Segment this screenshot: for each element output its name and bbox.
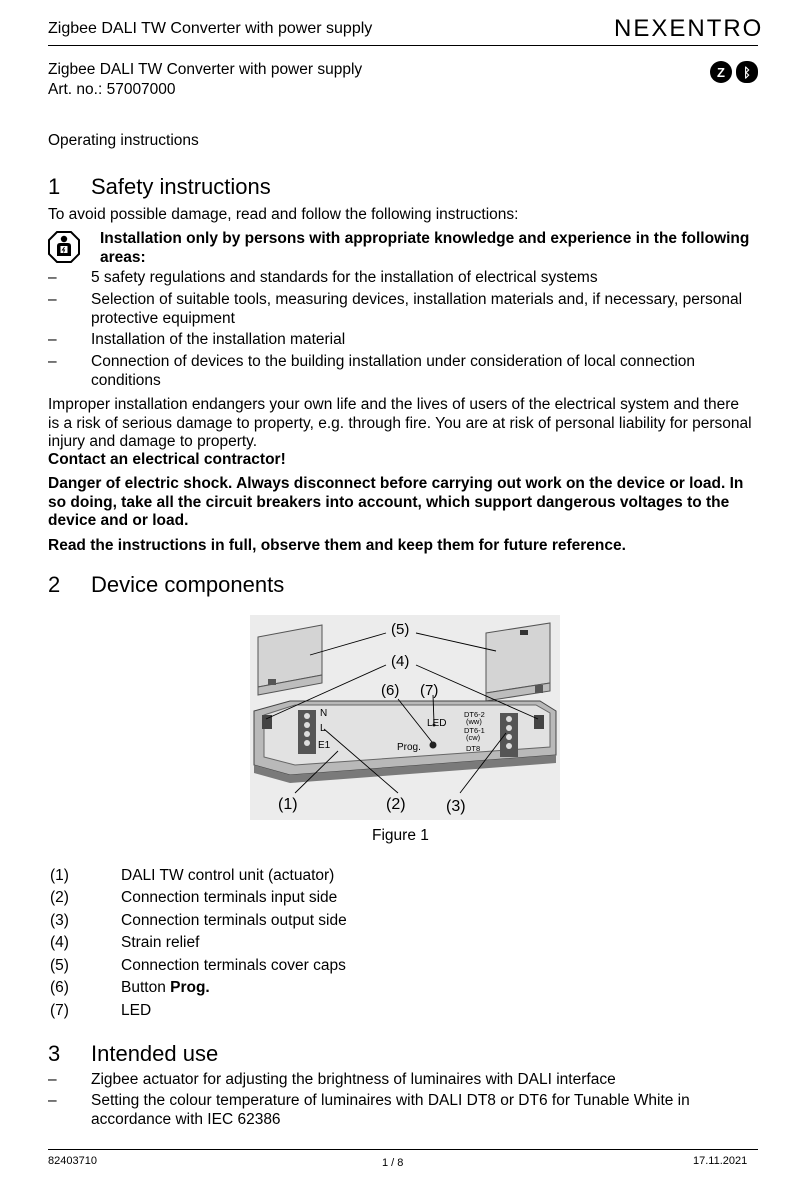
improper-installation-text: Improper installation endangers your own life and the lives of users of the electrical system and there is a risk of serious damage to property, e.g. through fire. You are at risk of personal liability for personal injury and damage to property. [48, 396, 752, 450]
figure-caption: Figure 1 [372, 827, 429, 844]
danger-warning: Danger of electric shock. Always disconnect before carrying out work on the device or load. In so doing, take all the circuit breakers into account, which support dangerous voltages to the device and or load. [48, 475, 744, 529]
doc-number: 82403710 [48, 1155, 97, 1167]
callout-5: (5) [391, 621, 410, 638]
section-heading-2 [48, 572, 748, 598]
callout-4: (4) [391, 653, 410, 670]
label-ww: (ww) [466, 717, 482, 726]
label-e1: E1 [318, 740, 331, 751]
cover-cap-left [258, 625, 322, 695]
section-number: 3 [48, 1041, 61, 1066]
callout-3: (3) [446, 798, 466, 815]
product-title: Zigbee DALI TW Converter with power supply [48, 61, 363, 78]
section-heading-3 [48, 1041, 748, 1067]
doc-type: Operating instructions [48, 132, 199, 149]
footer-divider [48, 1149, 758, 1150]
callout-1: (1) [278, 796, 298, 813]
intro-text: To avoid possible damage, read and follow the following instructions: [48, 206, 519, 223]
section-title: Device components [91, 572, 285, 597]
label-dt62: DT6-2 [464, 710, 485, 719]
label-n: N [320, 708, 328, 719]
callout-7: (7) [420, 682, 439, 699]
label-prog: Prog. [397, 742, 421, 753]
section-number: 1 [48, 174, 61, 199]
device-figure [250, 615, 560, 820]
header-divider [48, 45, 758, 46]
brand-logo: NEXENTRO [614, 15, 764, 42]
electrician-icon [48, 231, 80, 263]
label-l: L [320, 723, 326, 734]
read-instructions: Read the instructions in full, observe them and keep them for future reference. [48, 537, 626, 554]
section-title: Safety instructions [91, 174, 271, 199]
section-title: Intended use [91, 1041, 219, 1066]
label-led: LED [427, 718, 447, 729]
doc-date: 17.11.2021 [693, 1155, 748, 1167]
zigbee-icon: Z [710, 61, 732, 83]
cover-cap-right [486, 623, 550, 701]
label-dt61: DT6-1 [464, 726, 485, 735]
callout-6: (6) [381, 682, 400, 699]
article-number: Art. no.: 57007000 [48, 81, 176, 98]
callout-2: (2) [386, 796, 406, 813]
installation-warning-line1: Installation only by persons with appropriate knowledge and experience in the following [100, 230, 750, 247]
header-title: Zigbee DALI TW Converter with power supply [48, 20, 373, 37]
contact-electrician: Contact an electrical contractor! [48, 451, 286, 468]
label-cw: (cw) [466, 733, 481, 742]
installation-warning-line2: areas: [100, 249, 146, 266]
label-dt8: DT8 [466, 744, 481, 753]
bluetooth-icon: ᛒ [736, 61, 758, 83]
section-heading-1 [48, 174, 748, 200]
section-number: 2 [48, 572, 61, 597]
page-number: 1 / 8 [382, 1157, 404, 1169]
